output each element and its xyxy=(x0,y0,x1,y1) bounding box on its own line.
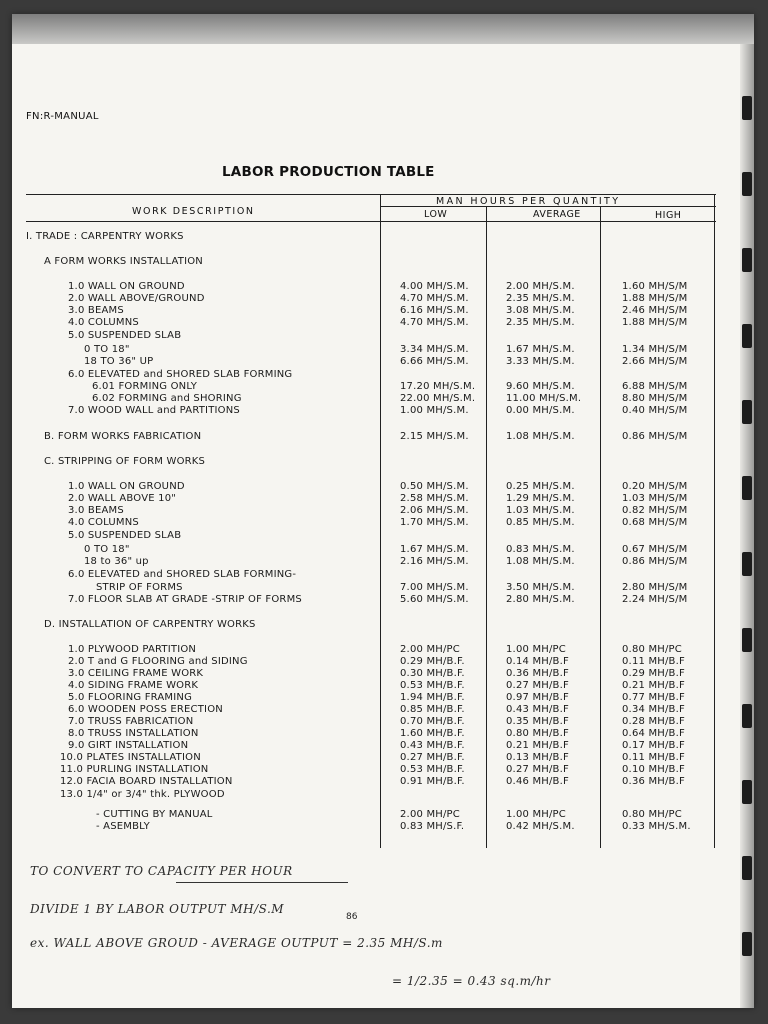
binding-ring xyxy=(742,704,752,728)
work-description-cell: 7.0 WOOD WALL and PARTITIONS xyxy=(68,405,240,416)
low-cell: 0.29 MH/B.F. xyxy=(400,656,465,667)
work-description-cell: - ASEMBLY xyxy=(96,821,150,832)
low-cell: 4.70 MH/S.M. xyxy=(400,293,469,304)
average-cell: 0.46 MH/B.F xyxy=(506,776,569,787)
high-cell: 1.34 MH/S/M xyxy=(622,344,688,355)
average-cell: 3.08 MH/S.M. xyxy=(506,305,575,316)
header-man-hours: MAN HOURS PER QUANTITY xyxy=(436,196,621,207)
table-top-rule xyxy=(26,194,716,195)
high-cell: 0.33 MH/S.M. xyxy=(622,821,691,832)
high-cell: 0.77 MH/B.F xyxy=(622,692,685,703)
work-description-cell: 3.0 BEAMS xyxy=(68,305,124,316)
average-cell: 0.27 MH/B.F xyxy=(506,764,569,775)
work-description-cell: 11.0 PURLING INSTALLATION xyxy=(60,764,209,775)
low-cell: 4.70 MH/S.M. xyxy=(400,317,469,328)
binding-ring xyxy=(742,628,752,652)
low-cell: 0.85 MH/B.F. xyxy=(400,704,465,715)
high-cell: 6.88 MH/S/M xyxy=(622,381,688,392)
low-cell: 17.20 MH/S.M. xyxy=(400,381,476,392)
work-description-cell: 4.0 SIDING FRAME WORK xyxy=(68,680,199,691)
high-cell: 0.64 MH/B.F xyxy=(622,728,685,739)
work-description-cell: A FORM WORKS INSTALLATION xyxy=(44,256,203,267)
average-cell: 2.00 MH/S.M. xyxy=(506,281,575,292)
high-cell: 2.66 MH/S/M xyxy=(622,356,688,367)
high-cell: 0.68 MH/S/M xyxy=(622,517,688,528)
work-description-cell: 0 TO 18" xyxy=(84,344,130,355)
average-cell: 0.13 MH/B.F xyxy=(506,752,569,763)
low-cell: 0.70 MH/B.F. xyxy=(400,716,465,727)
low-cell: 0.53 MH/B.F. xyxy=(400,764,465,775)
binding-edge xyxy=(740,44,754,1008)
average-cell: 0.35 MH/B.F xyxy=(506,716,569,727)
high-cell: 0.36 MH/B.F xyxy=(622,776,685,787)
low-cell: 22.00 MH/S.M. xyxy=(400,393,476,404)
average-cell: 0.43 MH/B.F xyxy=(506,704,569,715)
work-description-cell: 7.0 FLOOR SLAB AT GRADE -STRIP OF FORMS xyxy=(68,594,302,605)
work-description-cell: 6.02 FORMING and SHORING xyxy=(92,393,242,404)
page-title: LABOR PRODUCTION TABLE xyxy=(222,164,435,180)
high-cell: 0.17 MH/B.F xyxy=(622,740,685,751)
work-description-cell: 4.0 COLUMNS xyxy=(68,517,139,528)
high-cell: 0.21 MH/B.F xyxy=(622,680,685,691)
low-cell: 0.43 MH/B.F. xyxy=(400,740,465,751)
low-cell: 0.53 MH/B.F. xyxy=(400,680,465,691)
high-cell: 0.80 MH/PC xyxy=(622,809,682,820)
work-description-cell: C. STRIPPING OF FORM WORKS xyxy=(44,456,206,467)
work-description-cell: 6.0 ELEVATED and SHORED SLAB FORMING xyxy=(68,369,293,380)
average-cell: 2.80 MH/S.M. xyxy=(506,594,575,605)
work-description-cell: 6.0 ELEVATED and SHORED SLAB FORMING- xyxy=(68,569,297,580)
header-work-description: WORK DESCRIPTION xyxy=(132,206,255,217)
work-description-cell: 1.0 WALL ON GROUND xyxy=(68,481,185,492)
work-description-cell: 3.0 BEAMS xyxy=(68,505,124,516)
average-cell: 0.25 MH/S.M. xyxy=(506,481,575,492)
low-cell: 3.34 MH/S.M. xyxy=(400,344,469,355)
binding-ring xyxy=(742,856,752,880)
binding-ring xyxy=(742,552,752,576)
binding-ring xyxy=(742,172,752,196)
average-cell: 0.85 MH/S.M. xyxy=(506,517,575,528)
low-cell: 2.58 MH/S.M. xyxy=(400,493,469,504)
high-cell: 1.60 MH/S/M xyxy=(622,281,688,292)
average-cell: 9.60 MH/S.M. xyxy=(506,381,575,392)
note-underline xyxy=(176,882,348,883)
low-cell: 2.00 MH/PC xyxy=(400,644,460,655)
scan-shadow-top xyxy=(12,14,754,44)
header-bottom-rule xyxy=(26,221,716,222)
high-cell: 2.24 MH/S/M xyxy=(622,594,688,605)
note-line-2: DIVIDE 1 BY LABOR OUTPUT MH/S.M xyxy=(30,902,285,916)
binding-ring xyxy=(742,476,752,500)
high-cell: 1.03 MH/S/M xyxy=(622,493,688,504)
high-cell: 0.82 MH/S/M xyxy=(622,505,688,516)
file-reference: FN:R-MANUAL xyxy=(26,111,99,122)
average-cell: 0.80 MH/B.F xyxy=(506,728,569,739)
work-description-cell: 8.0 TRUSS INSTALLATION xyxy=(68,728,199,739)
work-description-cell: 10.0 PLATES INSTALLATION xyxy=(60,752,201,763)
high-cell: 0.29 MH/B.F xyxy=(622,668,685,679)
work-description-cell: 13.0 1/4" or 3/4" thk. PLYWOOD xyxy=(60,789,225,800)
low-cell: 4.00 MH/S.M. xyxy=(400,281,469,292)
work-description-cell: 1.0 PLYWOOD PARTITION xyxy=(68,644,197,655)
page-number: 86 xyxy=(346,912,358,922)
average-cell: 1.03 MH/S.M. xyxy=(506,505,575,516)
note-line-4: = 1/2.35 = 0.43 sq.m/hr xyxy=(392,974,551,988)
average-cell: 11.00 MH/S.M. xyxy=(506,393,582,404)
work-description-cell: 7.0 TRUSS FABRICATION xyxy=(68,716,194,727)
binding-ring xyxy=(742,248,752,272)
high-cell: 0.11 MH/B.F xyxy=(622,752,685,763)
header-low: LOW xyxy=(424,209,448,220)
work-description-cell: 1.0 WALL ON GROUND xyxy=(68,281,185,292)
binding-ring xyxy=(742,96,752,120)
low-cell: 1.94 MH/B.F. xyxy=(400,692,465,703)
average-cell: 0.42 MH/S.M. xyxy=(506,821,575,832)
work-description-cell: 4.0 COLUMNS xyxy=(68,317,139,328)
low-cell: 7.00 MH/S.M. xyxy=(400,582,469,593)
high-cell: 0.11 MH/B.F xyxy=(622,656,685,667)
average-cell: 1.00 MH/PC xyxy=(506,644,566,655)
column-divider xyxy=(486,206,487,848)
header-high: HIGH xyxy=(655,210,682,221)
low-cell: 0.83 MH/S.F. xyxy=(400,821,465,832)
binding-ring xyxy=(742,324,752,348)
low-cell: 5.60 MH/S.M. xyxy=(400,594,469,605)
work-description-cell: 18 to 36" up xyxy=(84,556,149,567)
low-cell: 0.50 MH/S.M. xyxy=(400,481,469,492)
average-cell: 1.00 MH/PC xyxy=(506,809,566,820)
high-cell: 8.80 MH/S/M xyxy=(622,393,688,404)
average-cell: 3.50 MH/S.M. xyxy=(506,582,575,593)
low-cell: 2.16 MH/S.M. xyxy=(400,556,469,567)
low-cell: 6.16 MH/S.M. xyxy=(400,305,469,316)
low-cell: 6.66 MH/S.M. xyxy=(400,356,469,367)
note-line-3: ex. WALL ABOVE GROUD - AVERAGE OUTPUT = 2.35 MH/S.m xyxy=(30,936,443,950)
average-cell: 0.21 MH/B.F xyxy=(506,740,569,751)
high-cell: 0.67 MH/S/M xyxy=(622,544,688,555)
high-cell: 0.40 MH/S/M xyxy=(622,405,688,416)
work-description-cell: B. FORM WORKS FABRICATION xyxy=(44,431,202,442)
work-description-cell: 3.0 CEILING FRAME WORK xyxy=(68,668,204,679)
work-description-cell: 6.01 FORMING ONLY xyxy=(92,381,198,392)
low-cell: 1.67 MH/S.M. xyxy=(400,544,469,555)
binding-ring xyxy=(742,780,752,804)
high-cell: 0.80 MH/PC xyxy=(622,644,682,655)
work-description-cell: 12.0 FACIA BOARD INSTALLATION xyxy=(60,776,233,787)
average-cell: 0.00 MH/S.M. xyxy=(506,405,575,416)
low-cell: 0.91 MH/B.F. xyxy=(400,776,465,787)
low-cell: 1.70 MH/S.M. xyxy=(400,517,469,528)
binding-ring xyxy=(742,400,752,424)
average-cell: 1.08 MH/S.M. xyxy=(506,431,575,442)
average-cell: 0.27 MH/B.F xyxy=(506,680,569,691)
average-cell: 3.33 MH/S.M. xyxy=(506,356,575,367)
work-description-cell: 2.0 WALL ABOVE 10" xyxy=(68,493,177,504)
high-cell: 1.88 MH/S/M xyxy=(622,317,688,328)
binding-ring xyxy=(742,932,752,956)
average-cell: 1.08 MH/S.M. xyxy=(506,556,575,567)
low-cell: 2.15 MH/S.M. xyxy=(400,431,469,442)
column-divider xyxy=(600,206,601,848)
high-cell: 1.88 MH/S/M xyxy=(622,293,688,304)
work-description-cell: 5.0 SUSPENDED SLAB xyxy=(68,330,182,341)
average-cell: 0.83 MH/S.M. xyxy=(506,544,575,555)
low-cell: 1.60 MH/B.F. xyxy=(400,728,465,739)
average-cell: 1.29 MH/S.M. xyxy=(506,493,575,504)
work-description-cell: STRIP OF FORMS xyxy=(96,582,183,593)
average-cell: 0.36 MH/B.F xyxy=(506,668,569,679)
work-description-cell: D. INSTALLATION OF CARPENTRY WORKS xyxy=(44,619,256,630)
work-description-cell: I. TRADE : CARPENTRY WORKS xyxy=(26,231,184,242)
high-cell: 2.80 MH/S/M xyxy=(622,582,688,593)
column-divider xyxy=(380,194,381,848)
header-average: AVERAGE xyxy=(533,209,581,220)
low-cell: 2.00 MH/PC xyxy=(400,809,460,820)
high-cell: 0.28 MH/B.F xyxy=(622,716,685,727)
note-line-1: TO CONVERT TO CAPACITY PER HOUR xyxy=(30,864,293,878)
high-cell: 0.10 MH/B.F xyxy=(622,764,685,775)
work-description-cell: - CUTTING BY MANUAL xyxy=(96,809,213,820)
average-cell: 1.67 MH/S.M. xyxy=(506,344,575,355)
average-cell: 0.14 MH/B.F xyxy=(506,656,569,667)
work-description-cell: 5.0 FLOORING FRAMING xyxy=(68,692,193,703)
low-cell: 2.06 MH/S.M. xyxy=(400,505,469,516)
work-description-cell: 2.0 WALL ABOVE/GROUND xyxy=(68,293,205,304)
average-cell: 2.35 MH/S.M. xyxy=(506,317,575,328)
high-cell: 0.86 MH/S/M xyxy=(622,431,688,442)
average-cell: 0.97 MH/B.F xyxy=(506,692,569,703)
low-cell: 0.27 MH/B.F. xyxy=(400,752,465,763)
high-cell: 0.34 MH/B.F xyxy=(622,704,685,715)
average-cell: 2.35 MH/S.M. xyxy=(506,293,575,304)
low-cell: 0.30 MH/B.F. xyxy=(400,668,465,679)
document-page xyxy=(12,14,754,1008)
work-description-cell: 5.0 SUSPENDED SLAB xyxy=(68,530,182,541)
work-description-cell: 9.0 GIRT INSTALLATION xyxy=(68,740,189,751)
column-divider xyxy=(714,194,715,848)
work-description-cell: 0 TO 18" xyxy=(84,544,130,555)
low-cell: 1.00 MH/S.M. xyxy=(400,405,469,416)
work-description-cell: 2.0 T and G FLOORING and SIDING xyxy=(68,656,248,667)
work-description-cell: 6.0 WOODEN POSS ERECTION xyxy=(68,704,223,715)
work-description-cell: 18 TO 36" UP xyxy=(84,356,154,367)
high-cell: 0.86 MH/S/M xyxy=(622,556,688,567)
high-cell: 0.20 MH/S/M xyxy=(622,481,688,492)
high-cell: 2.46 MH/S/M xyxy=(622,305,688,316)
